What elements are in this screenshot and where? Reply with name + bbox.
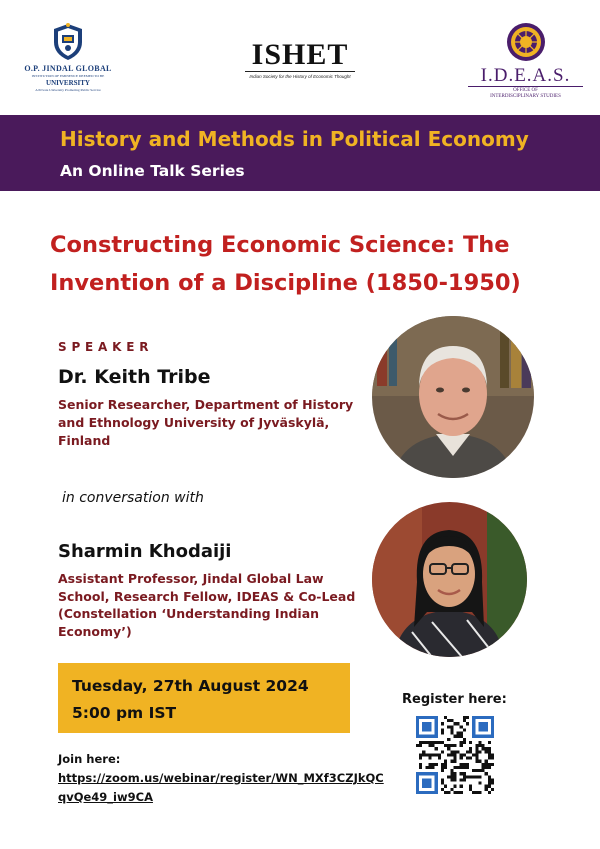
register-qr-code[interactable]: [416, 716, 494, 794]
join-label: Join here:: [58, 752, 121, 766]
talk-title: Constructing Economic Science: The Invention of a Discipline (1850-1950): [50, 232, 521, 296]
guest-name: Sharmin Khodaiji: [58, 541, 232, 562]
ideas-seal-icon: [506, 22, 546, 62]
event-time: 5:00 pm IST: [72, 704, 177, 722]
event-datetime-box: [58, 663, 350, 733]
jgu-crest-icon: [51, 22, 85, 62]
jgu-logo: [18, 22, 118, 93]
jgu-tagline1: INSTITUTION OF EMINENCE DEEMED TO BE: [31, 74, 105, 78]
speaker-name: Dr. Keith Tribe: [58, 366, 211, 388]
guest-affiliation: Assistant Professor, Jindal Global Law School, Research Fellow, IDEAS & Co-Lead (Constellation ‘Understanding Indian Economy’): [58, 571, 356, 639]
ishet-tagline: Indian Society for the History of Economic Thought: [245, 71, 355, 79]
ishet-name: ISHET: [251, 38, 349, 71]
jgu-name-line1: O.P. JINDAL GLOBAL: [24, 64, 112, 73]
conversation-label: in conversation with: [62, 490, 204, 506]
ideas-name: I.D.E.A.S.: [480, 65, 571, 86]
logo-bar: [0, 0, 600, 112]
speaker-photo: [372, 316, 534, 478]
guest-photo: [372, 502, 527, 657]
speaker-label: SPEAKER: [58, 340, 154, 354]
event-date: Tuesday, 27th August 2024: [72, 677, 309, 695]
ideas-logo: [468, 22, 583, 100]
jgu-tagline2: A Private University Promoting Public Service: [35, 88, 101, 92]
ishet-logo: [245, 40, 355, 79]
series-banner: [0, 115, 600, 191]
speaker-affiliation: Senior Researcher, Department of History and Ethnology University of Jyväskylä, Finland: [58, 397, 354, 448]
series-subtitle: An Online Talk Series: [60, 162, 245, 180]
join-url-link[interactable]: https://zoom.us/webinar/register/WN_MXf3CZJkQCqvQe49_iw9CA: [58, 771, 384, 804]
register-label: Register here:: [402, 692, 507, 707]
ideas-tagline1: OFFICE OF: [468, 86, 583, 94]
jgu-name-line2: UNIVERSITY: [46, 79, 90, 87]
series-title: History and Methods in Political Economy: [60, 127, 529, 151]
ideas-tagline2: INTERDISCIPLINARY STUDIES: [490, 94, 561, 99]
